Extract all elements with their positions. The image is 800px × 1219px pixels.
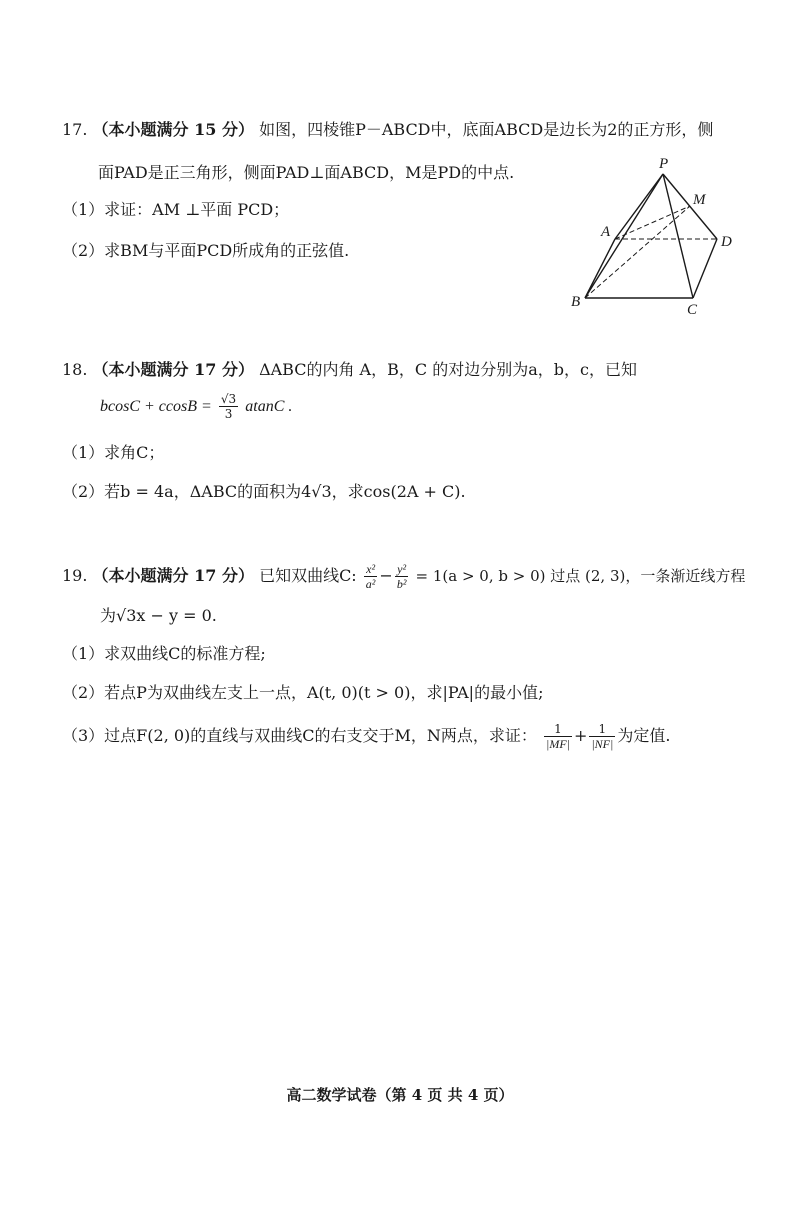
q18-eq-frac-den: 3: [224, 407, 233, 421]
edge-CD: [693, 239, 717, 298]
label-B: B: [571, 294, 581, 310]
q19-frac1-num: x²: [364, 562, 378, 577]
edge-AM: [615, 206, 690, 239]
q17-stem-line1: 如图，四棱锥P－ABCD中，底面ABCD是边长为2的正方形，侧: [259, 120, 714, 139]
q18-stem-line1: ΔABC的内角 A，B，C 的对边分别为a，b，c，已知: [259, 360, 637, 379]
q18-equation: [100, 392, 292, 421]
q19-part2: （2）若点P为双曲线左支上一点，A(t, 0)(t > 0)，求|PA|的最小值;: [62, 683, 544, 702]
q18-part1: （1）求角C；: [62, 443, 165, 462]
q19-frac-x: [364, 562, 378, 591]
q19-part3-frac1-den: |MF|: [546, 737, 570, 751]
label-P: P: [659, 156, 669, 172]
page-footer: 高二数学试卷（第 4 页 共 4 页）: [286, 1086, 514, 1104]
q19-part3-frac1-num: 1: [544, 722, 572, 737]
q17-number: 17.: [62, 120, 88, 139]
q19-part3-b: 为定值.: [617, 726, 671, 745]
label-A: A: [601, 224, 611, 240]
q19-number: 19.: [62, 566, 88, 585]
q19-part3-a: （3）过点F(2, 0)的直线与双曲线C的右支交于M，N两点，求证：: [62, 726, 537, 745]
q19-part3-plus: +: [573, 726, 588, 745]
edge-PB: [585, 174, 663, 298]
q17-part1: （1）求证：AM ⊥平面 PCD；: [62, 200, 290, 219]
q19-frac1-den: a²: [365, 577, 376, 591]
label-C: C: [687, 302, 698, 318]
q18-eq-fraction: [219, 392, 238, 421]
q17-stem-line2: 面PAD是正三角形，侧面PAD⊥面ABCD，M是PD的中点.: [98, 163, 515, 182]
q18-score: （本小题满分 17 分）: [92, 360, 254, 379]
q19-stem-line2: 为√3x − y = 0.: [100, 606, 217, 625]
q19-part1: （1）求双曲线C的标准方程;: [62, 644, 266, 663]
edge-AB: [585, 239, 615, 298]
label-M: M: [693, 192, 706, 208]
edge-PA: [615, 174, 663, 239]
q18-eq-right: atanC .: [245, 398, 293, 415]
q17-line1: [62, 120, 713, 140]
q19-part3-frac1: [544, 722, 572, 751]
q19-part3: [62, 722, 670, 751]
q19-frac2-den: b²: [396, 577, 407, 591]
q18-line1: [62, 360, 637, 380]
q19-stem-b: = 1(a > 0, b > 0) 过点 (2, 3)，一条渐近线方程: [415, 567, 746, 585]
q19-part3-frac2: [589, 722, 615, 751]
edge-BM: [585, 206, 690, 298]
q19-part3-frac2-num: 1: [589, 722, 615, 737]
q19-line1: 19. （本小题满分 17 分） 已知双曲线C: $\frac{\text{x²}}{\text{a²}}$ − $\frac{\text{y²}}{\text{b²}}$ = 1(a > 0, b > 0) 过点 (2, 3)，一条渐近线方程: [62, 562, 746, 591]
q19-frac2-num: y²: [395, 562, 409, 577]
q18-eq-frac-num: √3: [220, 392, 237, 406]
q19-score: （本小题满分 17 分）: [92, 566, 254, 585]
q17-score: （本小题满分 15 分）: [92, 120, 254, 139]
q19-stem-a: 已知双曲线C:: [259, 566, 357, 585]
q19-part3-frac2-den: |NF|: [591, 737, 614, 751]
q18-number: 18.: [62, 360, 88, 379]
q17-part2: （2）求BM与平面PCD所成角的正弦值.: [62, 241, 350, 260]
q19-frac-y: [395, 562, 409, 591]
pyramid-figure: [565, 152, 745, 322]
q18-eq-left: bcosC + ccosB =: [100, 398, 212, 415]
label-D: D: [721, 234, 732, 250]
q18-part2: （2）若b = 4a，ΔABC的面积为4√3，求cos(2A + C).: [62, 482, 466, 501]
